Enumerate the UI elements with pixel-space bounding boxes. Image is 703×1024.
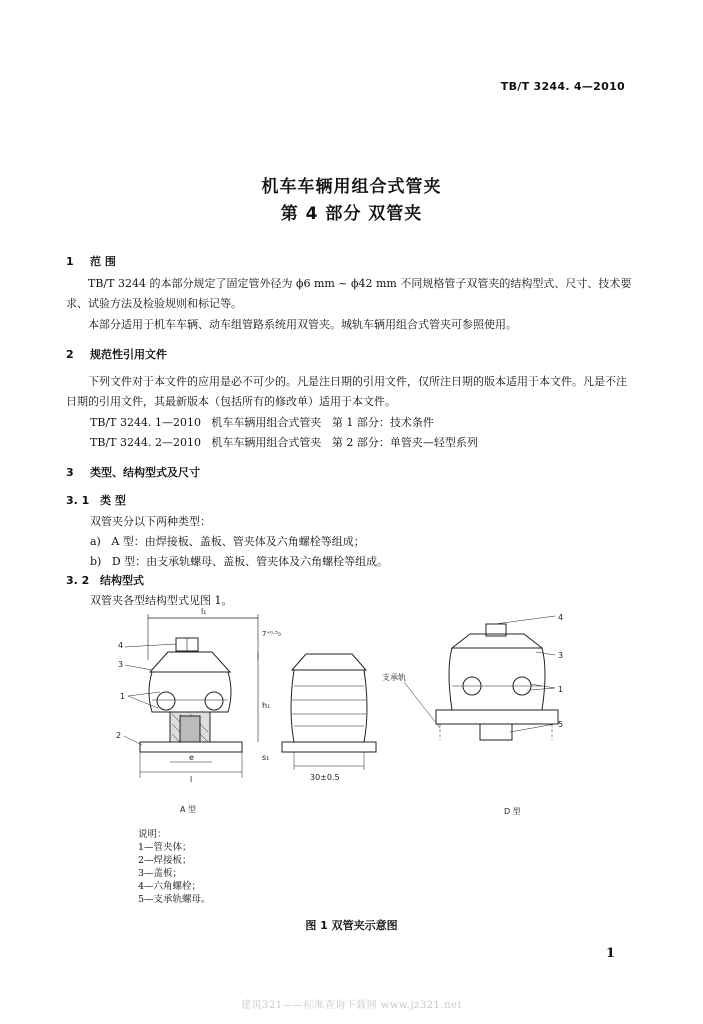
dim-l: l [190, 775, 193, 784]
type-d-item: b) D 型：由支承轨螺母、盖板、管夹体及六角螺栓等组成。 [90, 555, 389, 568]
section-3-1-heading [66, 492, 126, 508]
dim-l1: l₁ [201, 607, 207, 616]
double-pipe-clamp-figure [100, 600, 600, 815]
section-title: 类型、结构型式及尺寸 [90, 466, 200, 479]
callout-1: 1 [120, 692, 126, 701]
legend-title: 说明： [138, 829, 167, 840]
section-title: 范 围 [90, 255, 116, 268]
standard-number: TB/T 3244. 4—2010 [500, 80, 625, 93]
normative-reference-1: TB/T 3244. 1—2010 机车车辆用组合式管夹 第 1 部分：技术条件 [90, 416, 434, 429]
callout-5-d: 5 [558, 720, 564, 729]
section-3-heading [66, 464, 200, 480]
callout-4-d: 4 [558, 613, 564, 622]
dim-width-30: 30±0.5 [310, 773, 340, 782]
type-a-label: A 型 [180, 805, 197, 814]
figure-caption: 图 1 双管夹示意图 [305, 919, 398, 932]
type-a-item: a) A 型：由焊接板、盖板、管夹体及六角螺栓等组成； [90, 535, 365, 548]
dim-s1: s₁ [262, 753, 270, 762]
legend-item: 2—焊接板； [138, 855, 192, 866]
page-number: 1 [605, 946, 615, 961]
section-number: 3. 2 [66, 574, 90, 587]
document-title: 机车车辆用组合式管夹 [261, 177, 442, 197]
section-3-2-heading [66, 572, 144, 588]
document-subtitle: 第 4 部分 双管夹 [280, 204, 423, 224]
section-title: 类 型 [100, 494, 126, 507]
dim-height-tolerance: 7⁺⁰·⁵₀ [262, 630, 281, 638]
types-intro: 双管夹分以下两种类型： [90, 515, 211, 528]
legend-item: 5—支承轨螺母。 [138, 894, 211, 905]
section-title: 结构型式 [100, 574, 144, 587]
section-1-heading [66, 253, 116, 269]
figure-legend [138, 828, 211, 906]
type-d-label: D 型 [504, 807, 521, 815]
type-a-side-view [282, 654, 376, 770]
section-number: 1 [66, 255, 74, 268]
section-1-paragraph-2: 本部分适用于机车车辆、动车组管路系统用双管夹。城轨车辆用组合式管夹可参照使用。 [88, 318, 517, 331]
normative-reference-2: TB/T 3244. 2—2010 机车车辆用组合式管夹 第 2 部分：单管夹—轻型系列 [90, 436, 478, 449]
callout-4: 4 [118, 641, 124, 650]
structure-intro: 双管夹各型结构型式见图 1。 [90, 594, 233, 607]
section-number: 2 [66, 348, 74, 361]
callout-3-d: 3 [558, 651, 564, 660]
watermark: 建筑321——标准查询下载网 www.jz321.net [241, 1000, 462, 1011]
section-number: 3. 1 [66, 494, 90, 507]
callout-3: 3 [118, 660, 124, 669]
callout-2: 2 [116, 731, 122, 740]
legend-item: 4—六角螺栓； [138, 881, 202, 892]
legend-item: 1—管夹体； [138, 842, 192, 853]
section-title: 规范性引用文件 [90, 348, 167, 361]
type-d-view [404, 616, 558, 740]
legend-item: 3—盖板； [138, 868, 183, 879]
section-number: 3 [66, 466, 74, 479]
section-1-paragraph-1: TB/T 3244 的本部分规定了固定管外径为 ϕ6 mm ~ ϕ42 mm 不同规格管子双管夹的结构型式、尺寸、技术要求、试验方法及检验规则和标记等。 [66, 277, 632, 310]
callout-1-d: 1 [558, 685, 564, 694]
dim-h1: h₁ [262, 701, 271, 710]
dim-e: e [189, 753, 194, 762]
support-rail-label: 支承轨 [382, 673, 406, 682]
section-2-paragraph: 下列文件对于本文件的应用是必不可少的。凡是注日期的引用文件，仅所注日期的版本适用于本文件。凡是不注日期的引用文件，其最新版本（包括所有的修改单）适用于本文件。 [66, 375, 627, 408]
section-2-heading [66, 346, 167, 362]
